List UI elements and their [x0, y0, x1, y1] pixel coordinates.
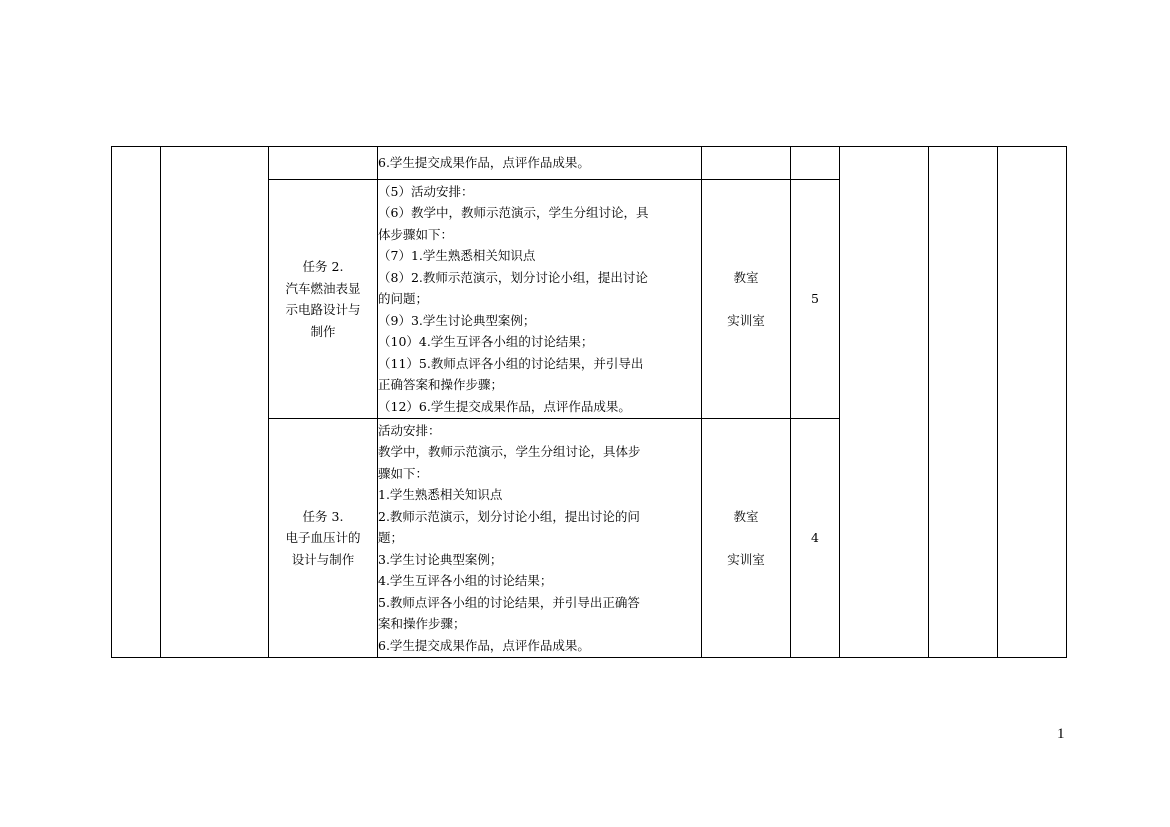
task-name-cell: 任务 3. 电子血压计的 设计与制作	[269, 419, 378, 658]
location-cell: 教室 实训室	[702, 419, 791, 658]
activity-cell: （5）活动安排： （6）教学中，教师示范演示，学生分组讨论，具 体步骤如下： （7）1.学生熟悉相关知识点 （8）2.教师示范演示，划分讨论小组，提出讨论 的问题； （9）3.学生讨论典型案例； （10）4.学生互评各小组的讨论结果； （11）5.教师点评各小组的讨论结果，并引导出 正确答案和操作步骤； （12）6.学生提交成果作品，点评作品成果。	[378, 180, 702, 419]
location-cell: 教室 实训室	[702, 180, 791, 419]
task-name-cell: 任务 2. 汽车燃油表显 示电路设计与 制作	[269, 180, 378, 419]
empty-cell	[269, 147, 378, 180]
empty-cell	[702, 147, 791, 180]
hours-cell: 4	[791, 419, 840, 658]
empty-cell	[998, 147, 1067, 658]
page-number: 1	[1057, 726, 1065, 742]
teaching-plan-table	[111, 146, 1067, 658]
empty-cell	[161, 147, 269, 658]
table-row	[112, 147, 1067, 180]
activity-cell: 6.学生提交成果作品，点评作品成果。	[378, 147, 702, 180]
hours-cell: 5	[791, 180, 840, 419]
empty-cell	[929, 147, 998, 658]
empty-cell	[791, 147, 840, 180]
activity-cell: 活动安排： 教学中，教师示范演示，学生分组讨论，具体步 骤如下： 1.学生熟悉相关知识点 2.教师示范演示，划分讨论小组，提出讨论的问 题； 3.学生讨论典型案例； 4.学生互评各小组的讨论结果； 5.教师点评各小组的讨论结果，并引导出正确答 案和操作步骤； 6.学生提交成果作品，点评作品成果。	[378, 419, 702, 658]
empty-cell	[840, 147, 929, 658]
empty-cell	[112, 147, 161, 658]
